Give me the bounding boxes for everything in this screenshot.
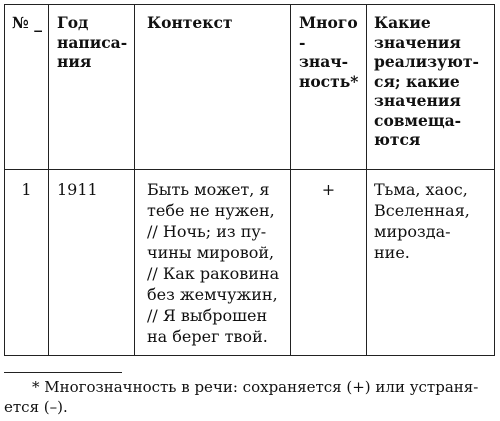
footnote-text: * Многозначность в речи: сохраняется (+) или устраня- ется (–).	[4, 378, 479, 416]
header-context	[135, 5, 291, 170]
cell-number	[5, 170, 49, 356]
cell-polysemy	[291, 170, 367, 356]
header-number-label: № _	[12, 13, 42, 32]
header-polysemy	[291, 5, 367, 170]
header-polysemy-label: Много- знач- ность*	[299, 13, 359, 91]
header-year	[49, 5, 135, 170]
row-context: Быть может, я тебе не нужен, // Ночь; из пу- чины мировой, // Как раковина без жемчужин, // Я выброшен на берег твой.	[147, 180, 280, 346]
header-meanings-label: Какие значения реализуют- ся; какие значения совмеща- ются	[374, 13, 479, 149]
cell-context	[135, 170, 291, 356]
poem-analysis-table	[4, 4, 495, 356]
table-header	[5, 5, 495, 170]
row-polysemy: +	[321, 180, 336, 199]
header-row	[5, 5, 495, 170]
cell-year	[49, 170, 135, 356]
table-body	[5, 170, 495, 356]
row-meanings: Тьма, хаос, Вселенная, мирозда- ние.	[374, 180, 470, 262]
row-year: 1911	[57, 180, 98, 199]
footnote-divider	[4, 372, 122, 373]
row-number: 1	[21, 180, 32, 199]
header-context-label: Контекст	[147, 13, 233, 32]
cell-meanings	[367, 170, 495, 356]
header-number	[5, 5, 49, 170]
table-row	[5, 170, 495, 356]
header-year-label: Год написа- ния	[57, 13, 128, 71]
header-meanings	[367, 5, 495, 170]
